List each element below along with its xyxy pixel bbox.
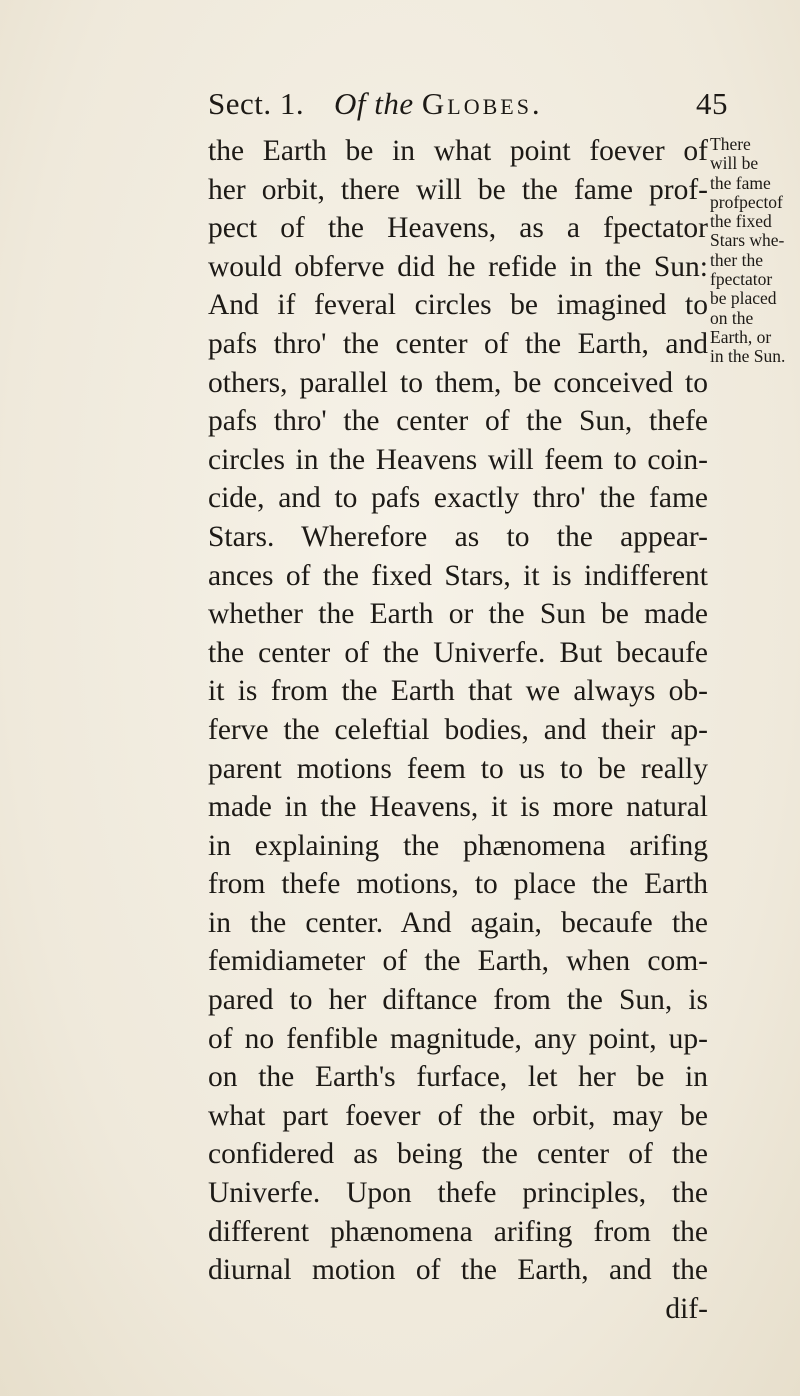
text-line: And if feveral circles be imagined to (208, 289, 708, 322)
text-line: made in the Heavens, it is more natural (208, 791, 708, 824)
running-title-caps: Globes. (421, 86, 543, 121)
text-line: cide, and to pafs exactly thro' the fame (208, 482, 708, 515)
text-line: femidiameter of the Earth, when com- (208, 945, 708, 978)
margin-note-line: fpectator (710, 269, 773, 290)
text-line: the center of the Univerfe. But becaufe (208, 636, 708, 669)
text-line: her orbit, there will be the fame prof- (208, 173, 708, 206)
text-line: different phænomena arifing from the (208, 1215, 708, 1248)
text-line: would obferve did he refide in the Sun: (208, 250, 708, 283)
text-line: others, parallel to them, be conceived to (208, 366, 708, 399)
margin-note-line: Stars whe- (710, 230, 785, 251)
catchword: dif- (665, 1292, 708, 1325)
body-text (208, 132, 708, 1328)
margin-note-line: profpectof (710, 191, 783, 212)
text-line: pect of the Heavens, as a fpectator (208, 212, 708, 245)
text-line: what part foever of the orbit, may be (208, 1099, 708, 1132)
text-line: ances of the fixed Stars, it is indifferent (208, 559, 708, 592)
margin-note-line: be placed (710, 288, 777, 309)
text-line: it is from the Earth that we always ob- (208, 675, 708, 708)
margin-note-line: on the (710, 307, 754, 328)
margin-note-line: Earth, or (710, 326, 772, 347)
text-line: in explaining the phænomena arifing (208, 829, 708, 862)
margin-note (710, 135, 798, 367)
running-title-italic: Of the (334, 86, 414, 121)
text-line: Univerfe. Upon thefe principles, the (208, 1177, 708, 1210)
text-line: ferve the celeftial bodies, and their ap- (208, 713, 708, 746)
text-line: pafs thro' the center of the Earth, and (208, 327, 708, 360)
text-line: confidered as being the center of the (208, 1138, 708, 1171)
text-line: the Earth be in what point foever of (208, 135, 708, 167)
text-line: Stars. Wherefore as to the appear- (208, 520, 708, 553)
margin-note-line: the fame (710, 172, 771, 193)
margin-note-line: ther the (710, 249, 763, 270)
running-title (334, 86, 543, 122)
page-number: 45 (696, 86, 728, 121)
margin-note-line: There (710, 134, 751, 154)
margin-note-line: in the Sun. (710, 346, 786, 367)
text-line: in the center. And again, becaufe the (208, 906, 708, 939)
text-line: whether the Earth or the Sun be made (208, 598, 708, 631)
text-line: circles in the Heavens will feem to coin- (208, 443, 708, 476)
section-label: Sect. 1. (208, 86, 305, 121)
running-header (208, 86, 728, 126)
text-line: on the Earth's furface, let her be in (208, 1061, 708, 1094)
text-line: diurnal motion of the Earth, and the (208, 1254, 708, 1287)
margin-note-line: the fixed (710, 211, 772, 232)
text-line: from thefe motions, to place the Earth (208, 868, 708, 901)
text-line: parent motions feem to us to be really (208, 752, 708, 785)
text-line: pafs thro' the center of the Sun, thefe (208, 405, 708, 438)
text-line: of no fenfible magnitude, any point, up- (208, 1022, 708, 1055)
margin-note-line: will be (710, 153, 759, 174)
text-line: pared to her diftance from the Sun, is (208, 984, 708, 1017)
